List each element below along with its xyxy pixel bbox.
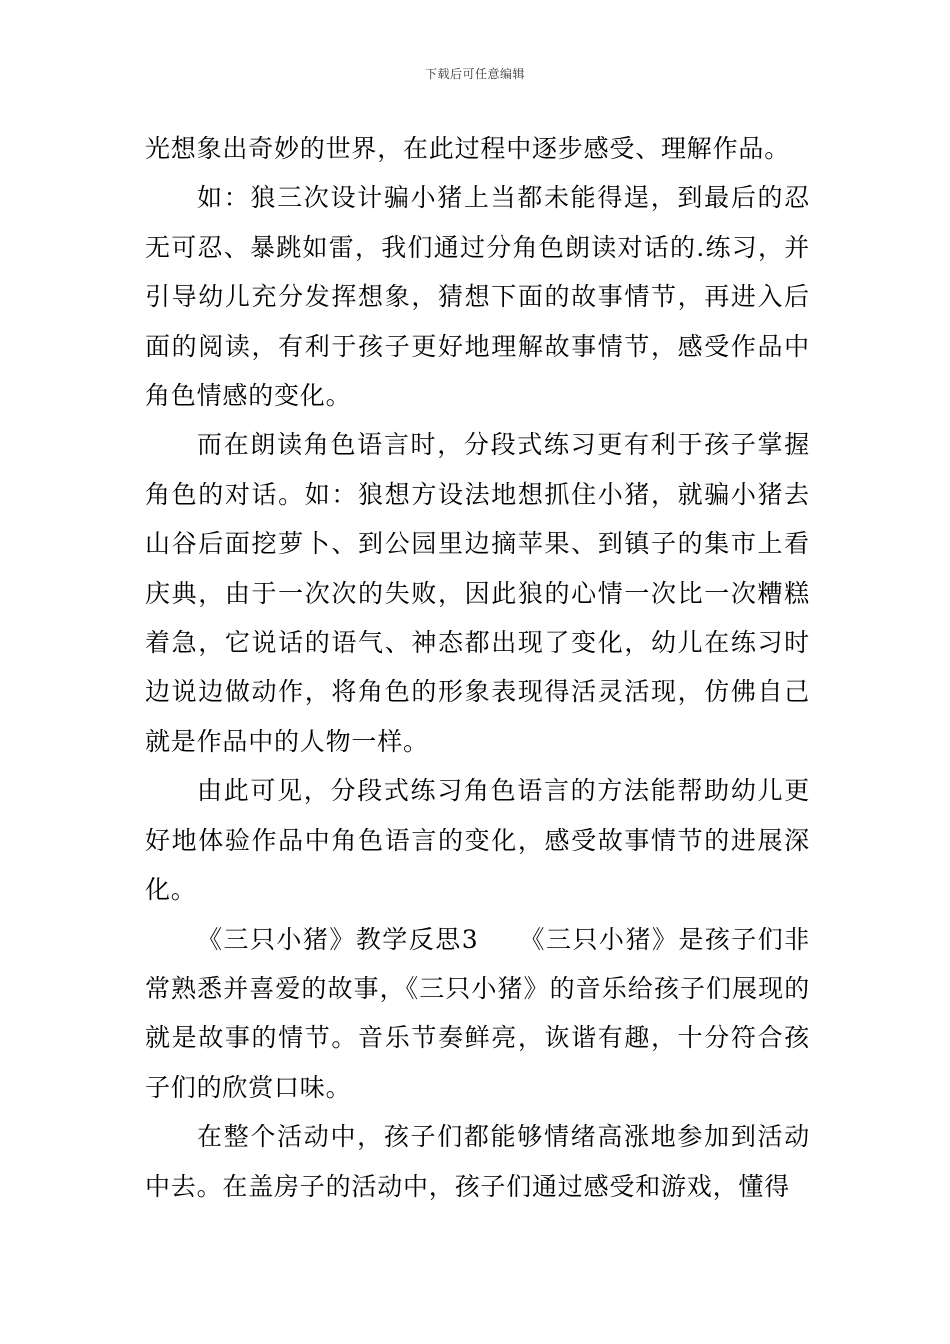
body-text (145, 124, 810, 1211)
paragraph-5: 《三只小猪》教学反思3 《三只小猪》是孩子们非常熟悉并喜爱的故事，《三只小猪》的音乐给孩子们展现的就是故事的情节。音乐节奏鲜亮，诙谐有趣，十分符合孩子们的欣赏口味。 (145, 924, 810, 1102)
paragraph-1: 光想象出奇妙的世界，在此过程中逐步感受、理解作品。 (145, 134, 791, 163)
paragraph-6: 在整个活动中，孩子们都能够情绪高涨地参加到活动中去。在盖房子的活动中，孩子们通过感受和游戏，懂得 (145, 1122, 810, 1201)
paragraph-3: 而在朗读角色语言时，分段式练习更有利于孩子掌握角色的对话。如：狼想方设法地想抓住小猪，就骗小猪去山谷后面挖萝卜、到公园里边摘苹果、到镇子的集市上看庆典，由于一次次的失败，因此狼的心情一次比一次糟糕着急，它说话的语气、神态都出现了变化，幼儿在练习时边说边做动作，将角色的形象表现得活灵活现，仿佛自己就是作品中的人物一样。 (145, 430, 810, 756)
paragraph-4: 由此可见，分段式练习角色语言的方法能帮助幼儿更好地体验作品中角色语言的变化，感受故事情节的进展深化。 (145, 776, 810, 905)
paragraph-2: 如：狼三次设计骗小猪上当都未能得逞，到最后的忍无可忍、暴跳如雷，我们通过分角色朗读对话的.练习，并引导幼儿充分发挥想象，猜想下面的故事情节，再进入后面的阅读，有利于孩子更好地理解故事情节，感受作品中角色情感的变化。 (145, 183, 810, 411)
page-header: 下载后可任意编辑 (424, 67, 525, 81)
